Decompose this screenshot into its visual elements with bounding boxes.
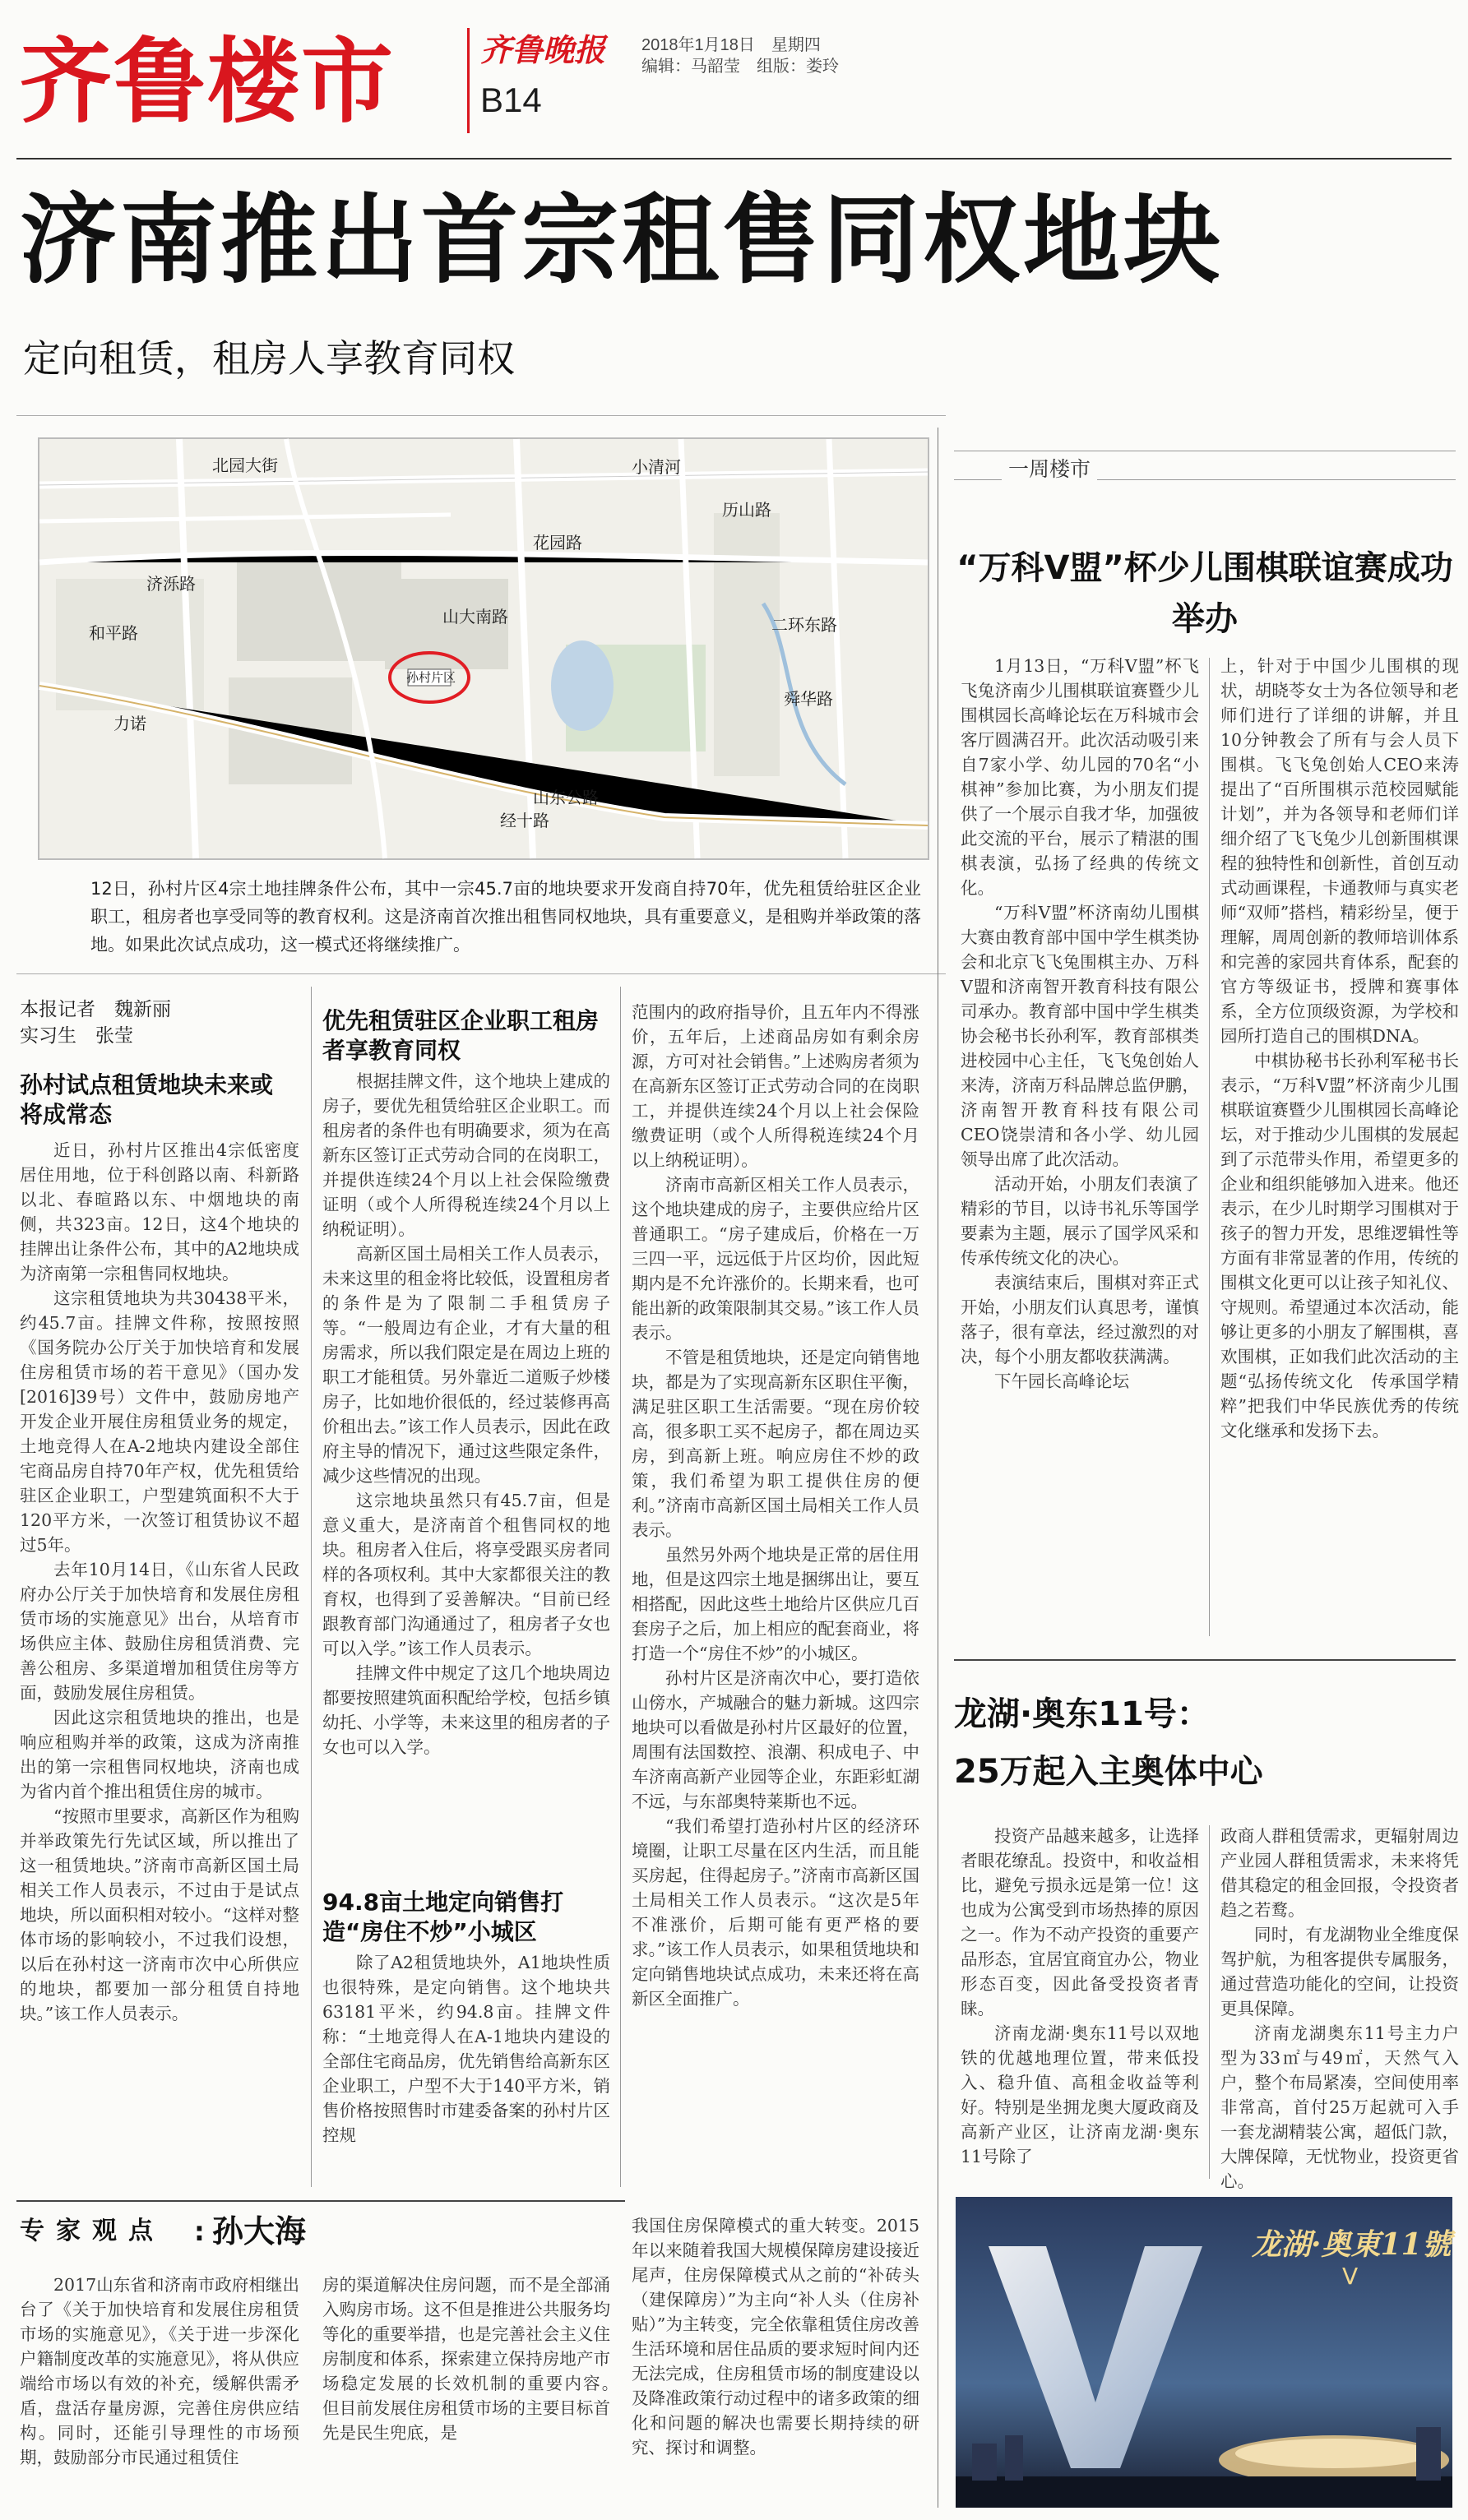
column-divider — [1209, 1825, 1210, 2179]
weekly-section-bar — [954, 451, 1456, 480]
go-article-column-1 — [961, 654, 1199, 1640]
section-head-3: 94.8亩土地定向销售打造“房住不炒”小城区 — [322, 1889, 564, 1945]
ad-brand-text: 龙湖·奥東11號 — [1252, 2227, 1452, 2262]
editor-credits: 编辑：马韶莹 组版：娄玲 — [641, 58, 839, 76]
paragraph: 济南市高新区相关工作人员表示，这个地块建成的房子，主要供应给片区普通职工。“房子建成后，价格在一万三四一平，远远低于片区均价，因此短期内是不允许涨价的。长期来看，也可能出新的政策限制其交易。”该工作人员表示。 — [632, 1175, 919, 1343]
longfor-advertisement — [956, 2197, 1452, 2508]
lead-rule — [16, 415, 946, 416]
lead-headline: 济南推出首宗租售同权地块 — [20, 183, 1225, 297]
paragraph: 高新区国土局相关工作人员表示，未来这里的租金将比较低，设置租房者的条件是为了限制二手租赁房子等。“一般周边有企业，才有大量的租房需求，所以我们限定是在周边上班的职工才能租赁。另外靠近二道贩子炒楼房子，比如地价很低的，经过装修再高价租出去。”该工作人员表示，因此在政府主导的情况下，通过这些限定条件，减少这些情况的出现。 — [322, 1244, 610, 1486]
paragraph: 挂牌文件中规定了这几个地块周边都要按照建筑面积配给学校，包括乡镇幼托、小学等，未来这里的租房者的子女也可以入学。 — [322, 1663, 610, 1757]
expert-rule — [16, 2200, 625, 2202]
paragraph: 中棋协秘书长孙利军秘书长表示，“万科V盟”杯济南少儿围棋联谊赛暨少儿围棋园长高峰论坛，对于推动少儿围棋的发展起到了示范带头作用，希望更多的企业和组织能够加入进来。他还表示，在少儿时期学习围棋对于孩子的智力开发，思维逻辑性等方面有非常显著的作用，传统的围棋文化更可以让孩子知礼仪、守规则。希望通过本次活动，能够让更多的小朋友了解围棋，喜欢围棋，正如我们此次活动的主题“弘扬传统文化 传承国学精粹”把我们中华民族优秀的传统文化继承和发扬下去。 — [1220, 1051, 1459, 1440]
weekly-section-label: 一周楼市 — [1002, 453, 1097, 483]
paragraph: 去年10月14日，《山东省人民政府办公厅关于加快培育和发展住房租赁市场的实施意见》出台，从培育市场供应主体、鼓励住房租赁消费、完善公租房、多渠道增加租赁住房等方面，鼓励发展住房租赁。 — [20, 1560, 299, 1703]
map-label: 小清河 — [632, 457, 681, 477]
paragraph: 近日，孙村片区推出4宗低密度居住用地，位于科创路以南、科新路以北、春暄路以东、中烟地块的南侧，共323亩。12日，这4个地块的挂牌出让条件公布，其中的A2地块成为济南第一宗租售同权地块。 — [20, 1140, 299, 1283]
expert-column-1: 2017山东省和济南市政府相继出台了《关于加快培育和发展住房租赁市场的实施意见》，《关于进一步深化户籍制度改革的实施意见》，将从供应端给市场以有效的补充，缓解供需矛盾，盘活存量房源，完善住房供应结构。同时，还能引导理性的市场预期，鼓励部分市民通过租赁住 — [20, 2275, 299, 2467]
page-number: B14 — [480, 81, 542, 119]
caption-rule — [16, 973, 946, 974]
masthead-rule — [16, 158, 1452, 160]
paragraph: 范围内的政府指导价，且五年内不得涨价，五年后，上述商品房如有剩余房源，方可对社会销售。”上述购房者须为在高新东区签订正式劳动合同的在岗职工，并提供连续24个月以上社会保险缴费证明（或个人所得税连续24个月以上纳税证明）。 — [632, 1002, 919, 1170]
longfor-article-column-2 — [1220, 1824, 1459, 2191]
go-article-column-2 — [1220, 654, 1459, 1640]
map-target-label: 孙村片区 — [406, 670, 456, 685]
longfor-article-column-1 — [961, 1824, 1199, 2182]
lead-subheadline: 定向租赁，租房人享教育同权 — [23, 336, 515, 381]
paragraph: 济南龙湖·奥东11号以双地铁的优越地理位置，带来低投入、稳升值、高租金收益等利好。特别是坐拥龙奥大厦政商及高新产业区，让济南龙湖·奥东11号除了 — [961, 2023, 1199, 2166]
longfor-headline-line1: 龙湖·奥东11号： — [954, 1695, 1210, 1733]
map-graphic — [39, 439, 928, 858]
paragraph: 同时，有龙湖物业全维度保驾护航，为租客提供专属服务，通过营造功能化的空间，让投资更具保障。 — [1220, 1925, 1459, 2018]
location-map — [38, 437, 929, 860]
map-label: 经十路 — [500, 811, 549, 830]
column-divider — [620, 987, 621, 2187]
map-label: 和平路 — [89, 623, 138, 643]
article-rule — [954, 1659, 1456, 1661]
article-column-1 — [20, 1138, 299, 2184]
expert-colon: : — [194, 2216, 205, 2247]
expert-column-3: 我国住房保障模式的重大转变。2015年以来随着我国大规模保障房建设接近尾声，住房保障模式从之前的“补砖头（建保障房）”为主向“补人头（住房补贴）”为主转变，完全依靠租赁住房改善生活环境和居住品质的要求短时间内还无法完成，住房租赁市场的制度建设以及降准政策行动过程中的诸多政策的细化和问题的解决也需要长期持续的研究、探讨和调整。 — [632, 2216, 919, 2458]
masthead-divider — [467, 28, 470, 133]
paragraph: 这宗租赁地块为共30438平米，约45.7亩。挂牌文件称，按照按照《国务院办公厅关于加快培育和发展住房租赁市场的若干意见》（国办发[2016]39号）文件中，鼓励房地产开发企业开展住房租赁业务的规定，土地竞得人在A-2地块内建设全部住宅商品房自持70年产权，优先租赁给驻区企业职工，户型建筑面积不大于120平方米，一次签订租赁协议不超过5年。 — [20, 1288, 299, 1555]
paragraph: 投资产品越来越多，让选择者眼花缭乱。投资中，和收益相比，避免亏损永远是第一位！这也成为公寓受到市场热捧的原因之一。作为不动产投资的重要产品形态，宜居宜商宜办公，物业形态百变，因此备受投资者青睐。 — [961, 1826, 1199, 2018]
map-label: 济泺路 — [146, 574, 196, 594]
column-divider — [311, 987, 312, 2187]
paragraph: 不管是租赁地块，还是定向销售地块，都是为了实现高新东区职住平衡，满足驻区职工生活需要。“现在房价较高，很多职工买不起房子，都在周边买房，到高新上班。响应房住不炒的政策，我们希望为职工提供住房的便利。”济南市高新区国土局相关工作人员表示。 — [632, 1348, 919, 1540]
reporter-byline: 本报记者 魏新丽 — [20, 999, 171, 1020]
intern-byline: 实习生 张莹 — [20, 1025, 133, 1047]
paragraph: 孙村片区是济南次中心，要打造依山傍水，产城融合的魅力新城。这四宗地块可以看做是孙村片区最好的位置，周围有法国数控、浪潮、积成电子、中车济南高新产业园等企业，东距彩虹湖不远，与东部奥特莱斯也不远。 — [632, 1668, 919, 1811]
go-tournament-headline: “万科V盟”杯少儿围棋联谊赛成功举办 — [956, 549, 1453, 638]
article-column-2 — [322, 1069, 610, 1899]
paragraph: 虽然另外两个地块是正常的居住用地，但是这四宗土地是捆绑出让，要互相搭配，因此这些土地给片区供应几百套房子之后，加上相应的配套商业，将打造一个“房住不炒”的小城区。 — [632, 1545, 919, 1663]
paragraph: “万科V盟”杯济南幼儿围棋大赛由教育部中国中学生棋类协会和北京飞飞兔围棋主办、万科V盟和济南智开教育科技有限公司承办。教育部中国中学生棋类协会秘书长孙利军，教育部棋类进校园中心主任，飞飞兔创始人来涛，济南万科品牌总监伊鹏，济南智开教育科技有限公司CEO饶崇清和各小学、幼儿园领导出席了此次活动。 — [961, 903, 1199, 1169]
ad-letter: V — [1342, 2263, 1359, 2290]
expert-column-2: 房的渠道解决住房问题，而不是全部涌入购房市场。这不但是推进公共服务均等化的重要举措，也是完善社会主义住房制度和体系，探索建立保持房地产市场稳定发展的长效机制的重要内容。 但目前发展住房租赁市场的主要目标首先是民生兜底，是 — [322, 2275, 644, 2443]
section-head-2: 优先租赁驻区企业职工租房者享教育同权 — [322, 1007, 600, 1064]
map-label: 二环东路 — [771, 615, 837, 635]
paragraph: 除了A2租赁地块外，A1地块性质也很特殊，是定向销售。这个地块共63181平米，约94.8亩。挂牌文件称：“土地竞得人在A-1地块内建设的全部住宅商品房，优先销售给高新东区企业职工，户型不大于140平方米，销售价格按照售时市建委备案的孙村片区控规 — [322, 1953, 610, 2145]
paragraph: 济南龙湖奥东11号主力户型为33㎡与49㎡，天然气入户，整个布局紧凑，空间使用率非常高，首付25万起就可入手一套龙湖精装公寓，超低门款，大牌保障，无忧物业，投资更省心。 — [1220, 2023, 1459, 2191]
column-divider — [1209, 658, 1210, 1636]
paragraph: 下午园长高峰论坛 — [994, 1371, 1129, 1391]
longfor-headline-line2: 25万起入主奥体中心 — [954, 1753, 1263, 1791]
paragraph: 上，针对于中国少儿围棋的现状，胡晓苓女士为各位领导和老师们进行了详细的讲解，并且10分钟教会了所有与会人员下围棋。飞飞兔创始人CEO来涛提出了“百所围棋示范校园赋能计划”，并为各领导和老师们详细介绍了飞飞兔少儿创新围棋课程的独特性和创新性，首创互动式动画课程，卡通教师与真实老师“双师”搭档，精彩纷呈，便于理解，周周创新的教师培训体系和完善的家园共育体系，配套的官方等级证书，授牌和赛事体系，全方位顶级资源，为学校和园所打造自己的围棋DNA。 — [1220, 656, 1459, 1046]
map-label: 历山路 — [722, 500, 771, 520]
paragraph: 政商人群租赁需求，更辐射周边产业园人群租赁需求，未来将凭借其稳定的租金回报，令投资者趋之若鹜。 — [1220, 1826, 1459, 1920]
section-masthead-title: 齐鲁楼市 — [20, 29, 395, 136]
newspaper-logo: 齐鲁晚报 — [480, 31, 606, 68]
map-label: 山东公路 — [533, 788, 599, 807]
paragraph: 因此这宗租赁地块的推出，也是响应租购并举的政策，这成为济南推出的第一宗租售同权地块，济南也成为省内首个推出租赁住房的城市。 — [20, 1708, 299, 1801]
section-head-1: 孙村试点租赁地块未来或将成常态 — [20, 1071, 274, 1128]
expert-name: 孙大海 — [212, 2213, 307, 2250]
paragraph: 这宗地块虽然只有45.7亩，但是意义重大，是济南首个租售同权的地块。租房者入住后，将享受跟买房者同样的各项权利。其中大家都很关注的教育权，也得到了妥善解决。“目前已经跟教育部门沟通通过了，租房者子女也可以入学。”该工作人员表示。 — [322, 1491, 610, 1658]
photo-caption: 12日，孙村片区4宗土地挂牌条件公布，其中一宗45.7亩的地块要求开发商自持70年，优先租赁给驻区企业职工，租房者也享受同等的教育权利。这是济南首次推出租售同权地块，具有重要意义，是租购并举政策的落地。如果此次试点成功，这一模式还将继续推广。 — [90, 879, 921, 955]
map-label: 舜华路 — [784, 689, 833, 709]
map-label: 花园路 — [533, 533, 582, 553]
paragraph: 表演结束后，围棋对弈正式开始，小朋友们认真思考，谨慎落子，很有章法，经过激烈的对决，每个小朋友都收获满满。 — [961, 1273, 1199, 1366]
article-column-2b — [322, 1950, 610, 2184]
paragraph: 根据挂牌文件，这个地块上建成的房子，要优先租赁给驻区企业职工。而租房者的条件也有明确要求，须为在高新东区签订正式劳动合同的在岗职工，并提供连续24个月以上社会保险缴费证明（或个人所得税连续24个月以上纳税证明）。 — [322, 1071, 610, 1239]
paragraph: 活动开始，小朋友们表演了精彩的节目，以诗书礼乐等国学要素为主题，展示了国学风采和传承传统文化的决心。 — [961, 1174, 1199, 1268]
map-label: 北园大街 — [212, 455, 278, 475]
article-column-3 — [632, 1000, 919, 2184]
paragraph: “我们希望打造孙村片区的经济环境圈，让职工尽量在区内生活，而且能买房起，住得起房子。”济南市高新区国土局相关工作人员表示。“这次是5年不准涨价，后期可能有更严格的要求。”该工作人员表示，如果租赁地块和定向销售地块试点成功，未来还将在高新区全面推广。 — [632, 1816, 919, 2009]
map-label: 力诺 — [113, 714, 146, 733]
map-label: 山大南路 — [442, 607, 508, 627]
expert-label: 专家观点 — [20, 2217, 164, 2245]
paragraph: “按照市里要求，高新区作为租购并举政策先行先试区域，所以推出了这一租赁地块。”济南市高新区国土局相关工作人员表示，不过由于是试点地块，所以面积相对较小。“这样对整体市场的影响较小，不过我们设想，以后在孙村这一济南市次中心所供应的地块，都要加一部分租赁自持地块。”该工作人员表示。 — [20, 1806, 299, 2023]
paragraph: 1月13日，“万科V盟”杯飞飞兔济南少儿围棋联谊赛暨少儿围棋园长高峰论坛在万科城市会客厅圆满召开。此次活动吸引来自7家小学、幼儿园的70名“小棋神”参加比赛，为小朋友们提供了一个展示自我才华，加强彼此交流的平台，展示了精湛的围棋表演，弘扬了经典的传统文化。 — [961, 656, 1199, 898]
issue-date: 2018年1月18日 星期四 — [641, 36, 821, 54]
